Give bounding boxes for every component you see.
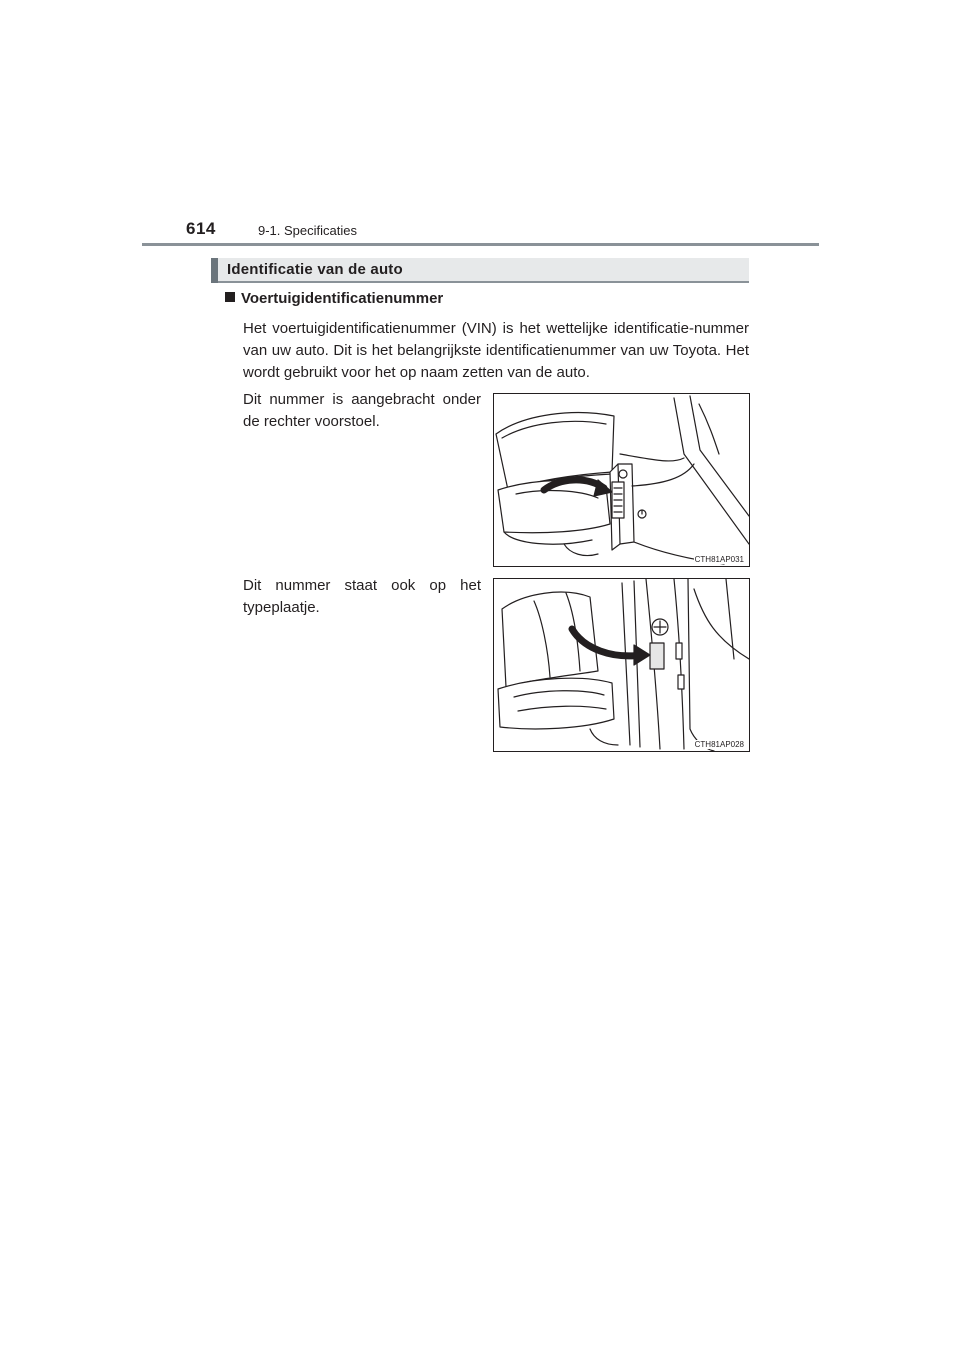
door-pillar-plate-illustration (494, 579, 749, 751)
section-heading-title: Identificatie van de auto (227, 261, 403, 278)
square-bullet-icon (225, 292, 235, 302)
intro-paragraph: Het voertuigidentificatienummer (VIN) is het wettelijke identificatie-nummer van uw auto. Dit is het belangrijkste identificatienummer van uw Toyota. Het wordt gebruikt voor het op naam zetten van de auto. (243, 320, 749, 381)
figure-door-pillar (493, 578, 750, 752)
figure-code: CTH81AP031 (694, 555, 744, 564)
subheading (225, 290, 443, 307)
section-heading (211, 258, 749, 283)
subheading-title: Voertuigidentificatienummer (241, 290, 444, 307)
location-text-seat: Dit nummer is aangebracht onder de rechter voorstoel. (243, 391, 481, 430)
section-reference: 9-1. Specificaties (258, 223, 357, 238)
figure-code: CTH81AP028 (694, 740, 744, 749)
location-text-plate: Dit nummer staat ook op het typeplaatje. (243, 577, 481, 616)
figure-seat-floor (493, 393, 750, 567)
seat-floor-vin-illustration (494, 394, 749, 566)
section-heading-bar (211, 258, 218, 283)
page-number: 614 (186, 219, 216, 238)
header-rule (142, 243, 819, 246)
